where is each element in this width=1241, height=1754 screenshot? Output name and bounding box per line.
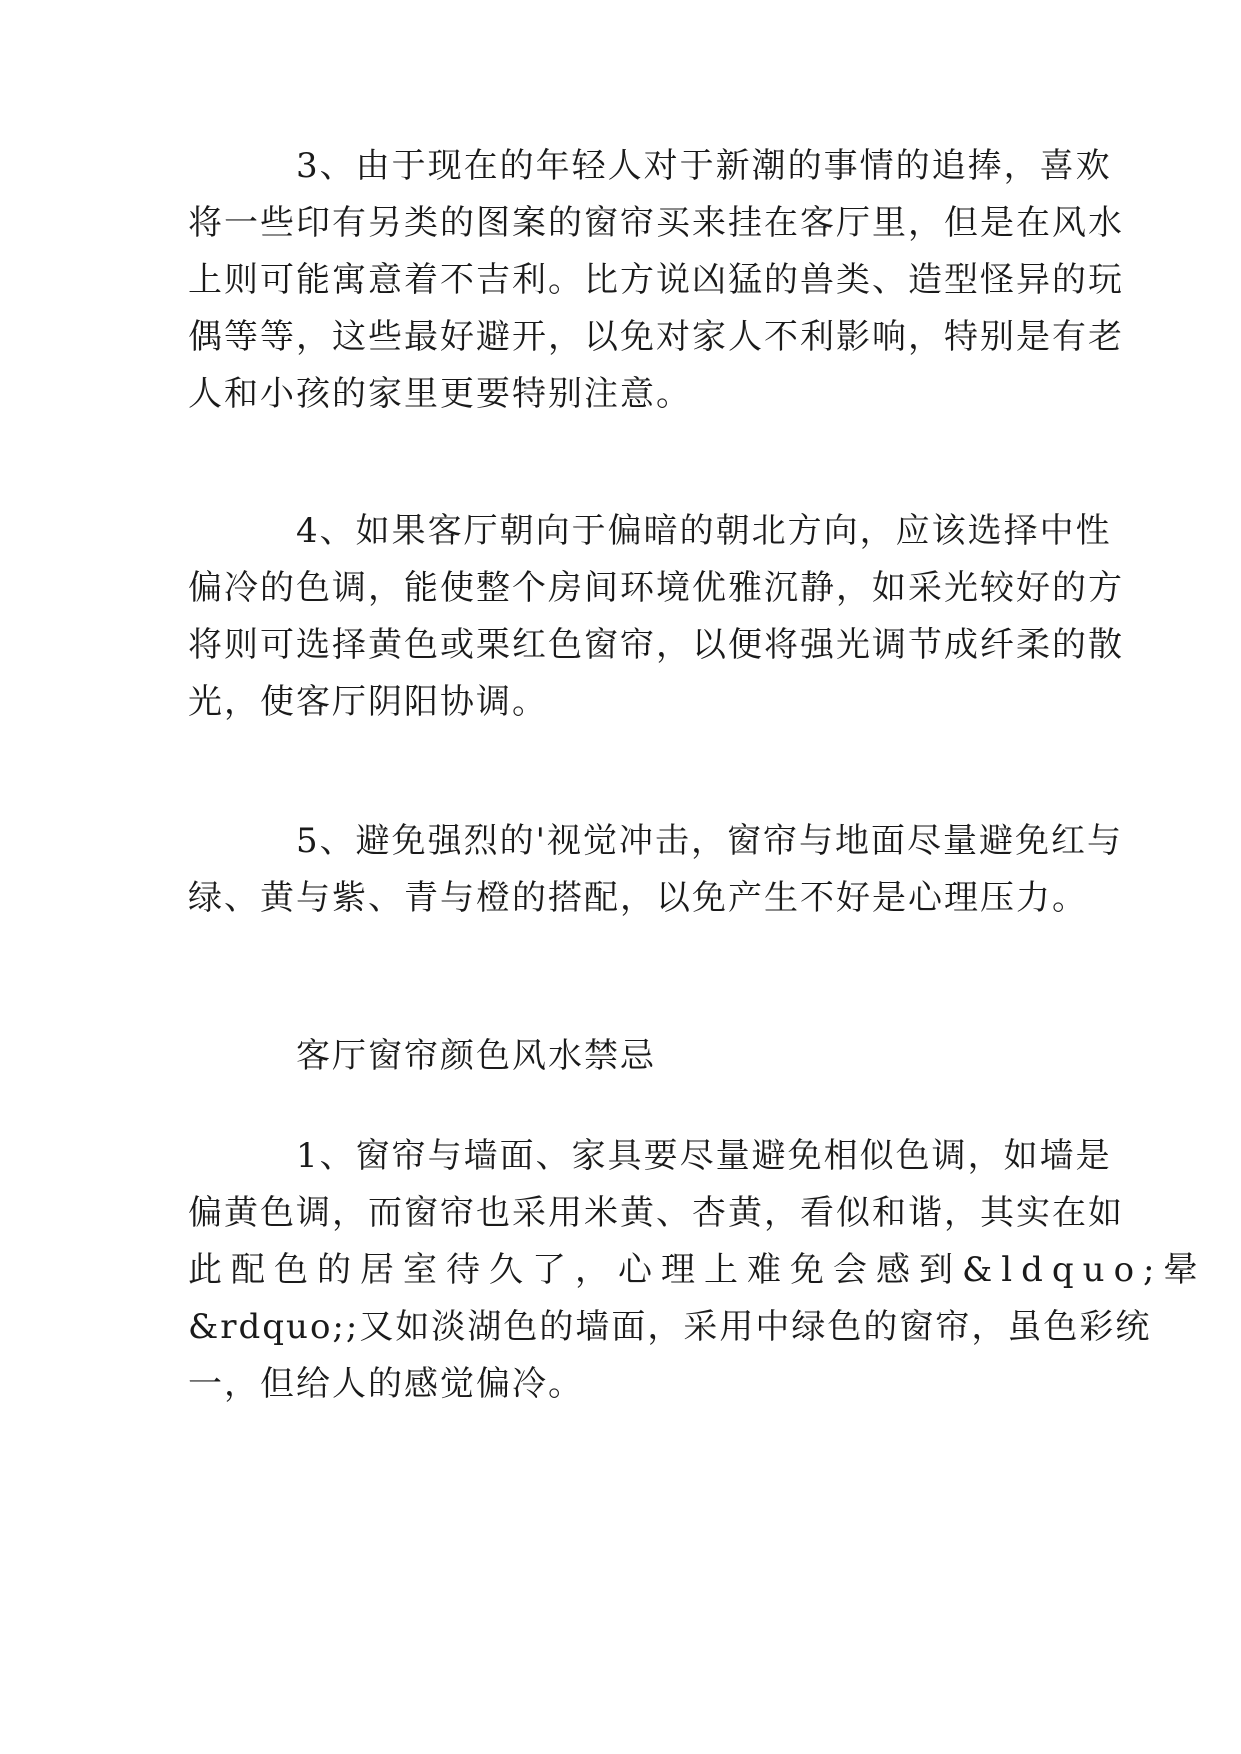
paragraph-line: 偏黄色调，而窗帘也采用米黄、杏黄，看似和谐，其实在如 — [188, 1193, 1124, 1233]
paragraph-line: 5、避免强烈的'视觉冲击，窗帘与地面尽量避免红与 — [296, 821, 1123, 861]
paragraph-line: 4、如果客厅朝向于偏暗的朝北方向，应该选择中性 — [296, 511, 1112, 551]
paragraph-line: 1、窗帘与墙面、家具要尽量避免相似色调，如墙是 — [296, 1136, 1112, 1176]
paragraph-3 — [188, 138, 1124, 423]
paragraph-line: 上则可能寓意着不吉利。比方说凶猛的兽类、造型怪异的玩 — [188, 260, 1124, 300]
paragraph-5 — [188, 813, 1123, 927]
paragraph-line: 绿、黄与紫、青与橙的搭配，以免产生不好是心理压力。 — [188, 878, 1088, 918]
paragraph-line: 光，使客厅阴阳协调。 — [188, 682, 548, 722]
paragraph-line: &rdquo;;又如淡湖色的墙面，采用中绿色的窗帘，虽色彩统 — [188, 1307, 1152, 1347]
paragraph-line: 将一些印有另类的图案的窗帘买来挂在客厅里，但是在风水 — [188, 203, 1124, 243]
paragraph-line: 3、由于现在的年轻人对于新潮的事情的追捧，喜欢 — [296, 146, 1112, 186]
paragraph-line: 此配色的居室待久了，心理上难免会感到&ldquo;晕 — [188, 1250, 1207, 1290]
paragraph-line: 一，但给人的感觉偏冷。 — [188, 1364, 584, 1404]
paragraph-line: 偶等等，这些最好避开，以免对家人不利影响，特别是有老 — [188, 317, 1124, 357]
paragraph-line: 将则可选择黄色或栗红色窗帘，以便将强光调节成纤柔的散 — [188, 625, 1124, 665]
paragraph-line: 人和小孩的家里更要特别注意。 — [188, 374, 692, 414]
paragraph-line: 偏冷的色调，能使整个房间环境优雅沉静，如采光较好的方 — [188, 568, 1124, 608]
paragraph-4 — [188, 503, 1124, 731]
section-heading — [188, 1028, 1048, 1085]
heading-text: 客厅窗帘颜色风水禁忌 — [296, 1036, 656, 1076]
paragraph-1 — [188, 1128, 1207, 1413]
